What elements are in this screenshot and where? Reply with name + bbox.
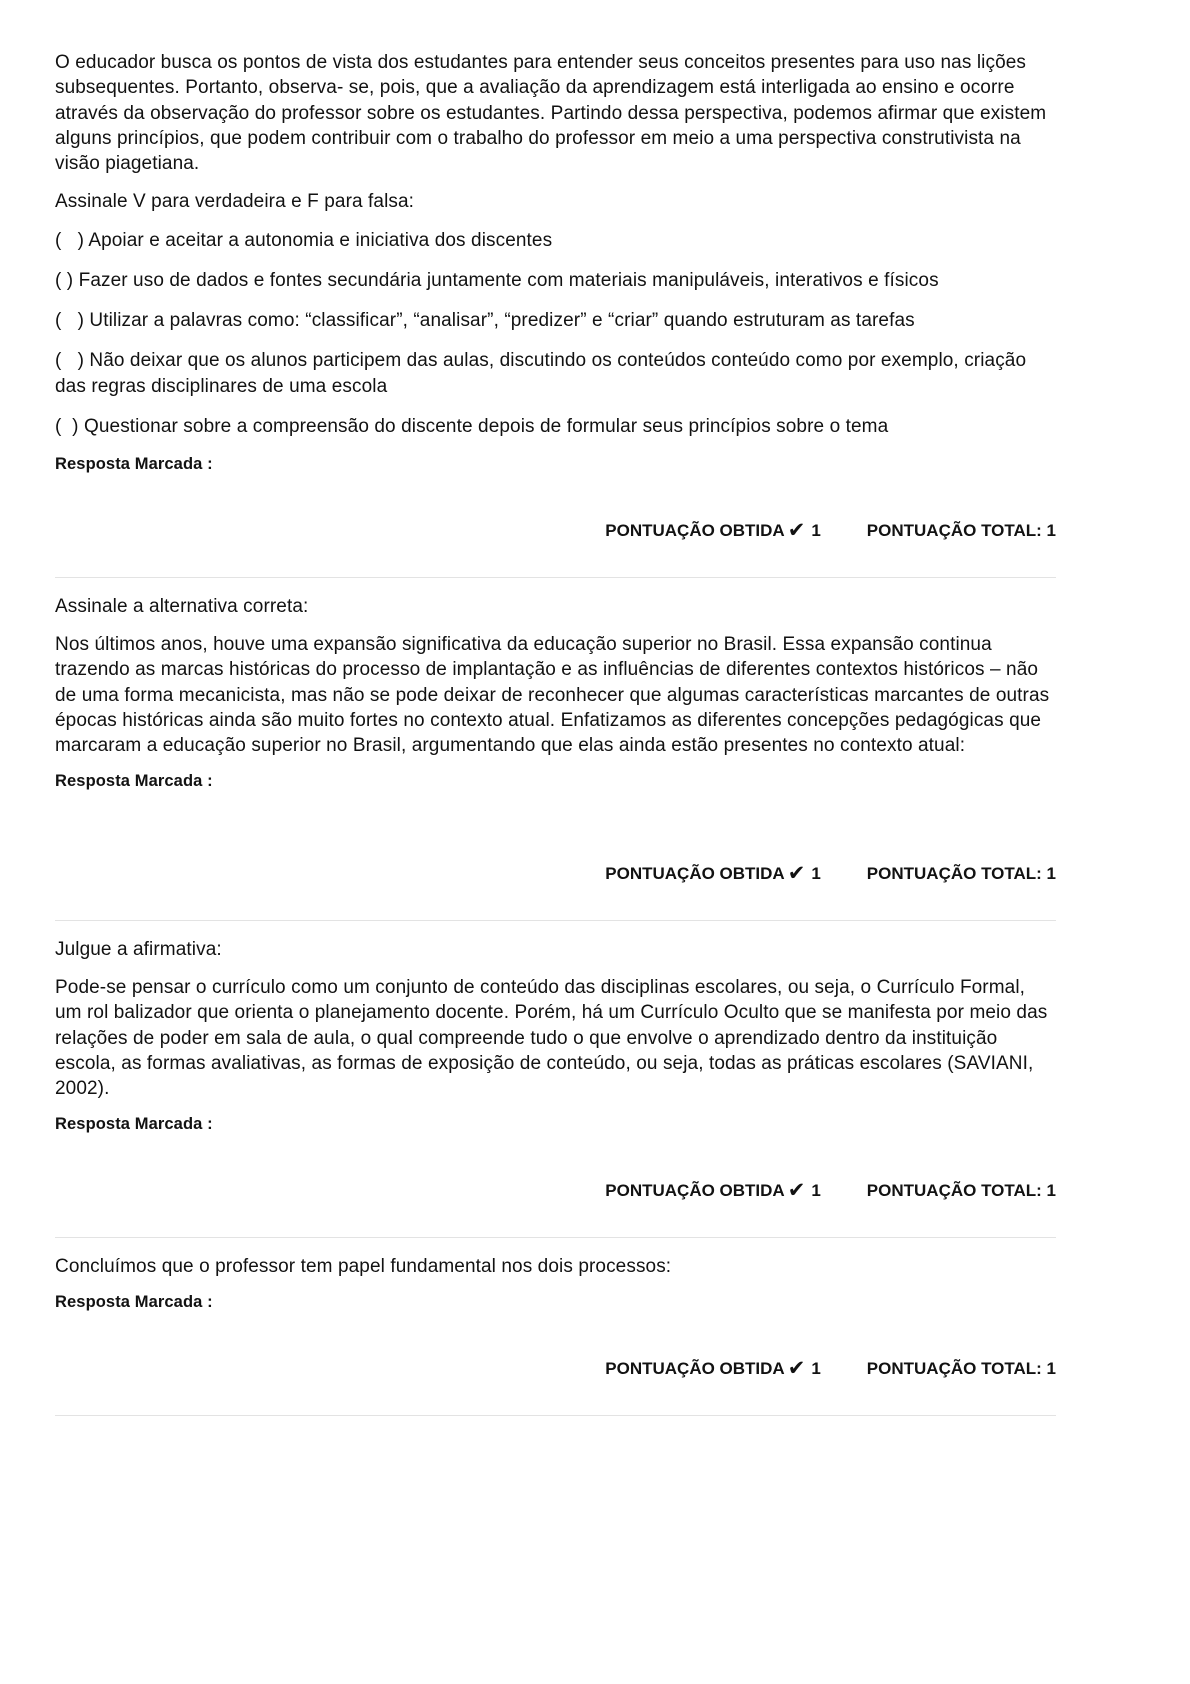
- score-row: [55, 520, 1056, 542]
- answer-space: [55, 793, 1056, 863]
- answer-label: Resposta Marcada :: [55, 455, 213, 474]
- score-row: [55, 1358, 1056, 1380]
- answer-space: [55, 1136, 1056, 1180]
- question-prompt: Concluímos que o professor tem papel fundamental nos dois processos:: [55, 1255, 672, 1277]
- score-obtained-value: 1: [811, 863, 821, 883]
- score-total: PONTUAÇÃO TOTAL: 1: [866, 520, 1056, 540]
- score-total: PONTUAÇÃO TOTAL: 1: [866, 863, 1056, 883]
- check-icon: ✔: [787, 1357, 806, 1381]
- question-block-2: [55, 594, 1056, 921]
- score-obtained-value: 1: [811, 1180, 821, 1200]
- answer-label: Resposta Marcada :: [55, 772, 213, 791]
- answer-space: [55, 1314, 1056, 1358]
- question-body: Pode-se pensar o currículo como um conjunto de conteúdo das disciplinas escolares, ou seja, o Currículo Formal, um rol balizador que orienta o planejamento docente. Porém, há um Currículo Oculto que se manifesta por meio das relações de poder em sala de aula, o qual compreende tudo o que envolve o aprendizado dentro da instituição escola, as formas avaliativas, as formas de exposição de conteúdo, ou seja, todas as práticas escolares (SAVIANI, 2002).: [55, 977, 1048, 1100]
- question-option: ( ) Questionar sobre a compreensão do discente depois de formular seus princípios sobre o tema: [55, 415, 889, 437]
- question-option: ( ) Fazer uso de dados e fontes secundária juntamente com materiais manipuláveis, interativos e físicos: [55, 269, 939, 291]
- question-body: Nos últimos anos, houve uma expansão significativa da educação superior no Brasil. Essa expansão continua trazendo as marcas históricas do processo de implantação e as influências de diferentes contextos históricos – não de uma forma mecanicista, mas não se pode deixar de reconhecer que algumas características marcantes de outras épocas históricas ainda são muito fortes no contexto atual. Enfatizamos as diferentes concepções pedagógicas que marcaram a educação superior no Brasil, argumentando que elas ainda estão presentes no contexto atual:: [55, 633, 1050, 757]
- question-block-4: [55, 1254, 1056, 1416]
- question-option: ( ) Utilizar a palavras como: “classificar”, “analisar”, “predizer” e “criar” quando estruturam as tarefas: [55, 310, 915, 332]
- score-row: [55, 863, 1056, 885]
- score-obtained: [605, 1358, 821, 1380]
- question-prompt: Assinale V para verdadeira e F para falsa:: [55, 191, 415, 213]
- question-block-3: [55, 937, 1056, 1238]
- section-divider: [55, 1415, 1056, 1416]
- score-row: [55, 1180, 1056, 1202]
- score-total: PONTUAÇÃO TOTAL: 1: [866, 1358, 1056, 1378]
- question-intro: O educador busca os pontos de vista dos estudantes para entender seus conceitos presentes para uso nas lições subsequentes. Portanto, observa- se, pois, que a avaliação da aprendizagem está interligada ao ensino e ocorre através da observação do professor sobre os estudantes. Partindo dessa perspectiva, podemos afirmar que existem alguns princípios, que podem contribuir com o trabalho do professor em meio a uma perspectiva construtivista na visão piagetiana.: [55, 52, 1047, 175]
- check-icon: ✔: [787, 519, 806, 543]
- score-obtained: [605, 1180, 821, 1202]
- section-divider: [55, 577, 1056, 578]
- question-prompt: Assinale a alternativa correta:: [55, 595, 309, 617]
- score-total: PONTUAÇÃO TOTAL: 1: [866, 1180, 1056, 1200]
- section-divider: [55, 920, 1056, 921]
- score-obtained-label: PONTUAÇÃO OBTIDA: [605, 863, 785, 883]
- answer-label: Resposta Marcada :: [55, 1293, 213, 1312]
- score-obtained-label: PONTUAÇÃO OBTIDA: [605, 1358, 785, 1378]
- answer-space: [55, 476, 1056, 520]
- score-obtained: [605, 520, 821, 542]
- question-option: ( ) Apoiar e aceitar a autonomia e iniciativa dos discentes: [55, 229, 553, 251]
- check-icon: ✔: [787, 1179, 806, 1203]
- question-option: ( ) Não deixar que os alunos participem das aulas, discutindo os conteúdos conteúdo como por exemplo, criação das regras disciplinares de uma escola: [55, 350, 1032, 397]
- answer-label: Resposta Marcada :: [55, 1115, 213, 1134]
- section-divider: [55, 1237, 1056, 1238]
- question-prompt: Julgue a afirmativa:: [55, 938, 222, 960]
- score-obtained-value: 1: [811, 1358, 821, 1378]
- score-obtained-value: 1: [811, 520, 821, 540]
- score-obtained-label: PONTUAÇÃO OBTIDA: [605, 1180, 785, 1200]
- question-block-1: [55, 50, 1056, 578]
- score-obtained: [605, 863, 821, 885]
- check-icon: ✔: [787, 862, 806, 886]
- score-obtained-label: PONTUAÇÃO OBTIDA: [605, 520, 785, 540]
